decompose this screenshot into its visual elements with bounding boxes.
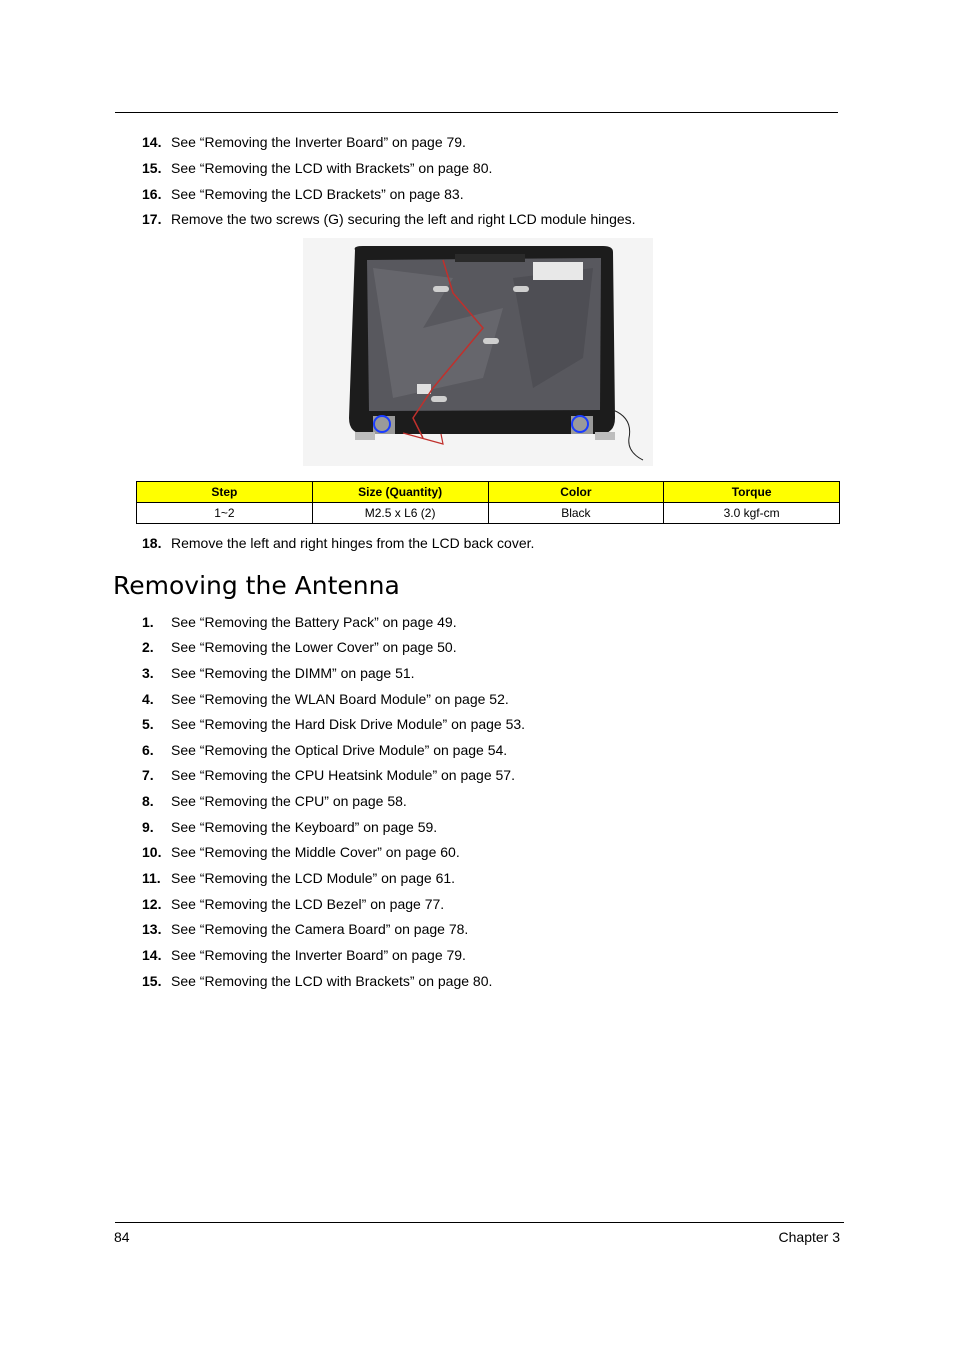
list-item <box>142 186 464 202</box>
step-text: Remove the left and right hinges from the LCD back cover. <box>171 535 535 551</box>
step-number: 13. <box>142 921 162 937</box>
step-number: 18. <box>142 535 162 551</box>
step-text: See “Removing the CPU” on page 58. <box>171 793 407 809</box>
step-number: 17. <box>142 211 162 227</box>
step-text: See “Removing the DIMM” on page 51. <box>171 665 415 681</box>
step-number: 1. <box>142 614 154 630</box>
step-text: See “Removing the Camera Board” on page 78. <box>171 921 469 937</box>
column-header: Step <box>137 482 313 503</box>
step-text: See “Removing the WLAN Board Module” on page 52. <box>171 691 509 707</box>
list-item <box>142 691 509 707</box>
section-heading: Removing the Antenna <box>113 571 400 600</box>
footer-rule <box>115 1222 844 1223</box>
column-header: Color <box>488 482 664 503</box>
list-item <box>142 665 415 681</box>
list-item <box>142 921 468 937</box>
chapter-label: Chapter 3 <box>778 1229 840 1245</box>
header-rule <box>115 112 838 113</box>
step-text: See “Removing the Hard Disk Drive Module” on page 53. <box>171 716 526 732</box>
step-text: See “Removing the LCD Bezel” on page 77. <box>171 896 445 912</box>
step-text: See “Removing the Battery Pack” on page 49. <box>171 614 457 630</box>
table-cell: 3.0 kgf-cm <box>664 503 840 524</box>
list-item <box>142 742 507 758</box>
list-item <box>142 767 515 783</box>
list-item <box>142 793 407 809</box>
screw-spec-table <box>136 481 840 524</box>
step-text: See “Removing the LCD Brackets” on page 83. <box>171 186 464 202</box>
step-text: See “Removing the Inverter Board” on page 79. <box>171 134 466 150</box>
table-cell: 1~2 <box>137 503 313 524</box>
step-text: Remove the two screws (G) securing the left and right LCD module hinges. <box>171 211 636 227</box>
step-number: 7. <box>142 767 154 783</box>
table-cell: M2.5 x L6 (2) <box>312 503 488 524</box>
table-row <box>137 503 840 524</box>
step-number: 14. <box>142 134 162 150</box>
step-number: 12. <box>142 896 162 912</box>
step-number: 16. <box>142 186 162 202</box>
step-text: See “Removing the Inverter Board” on page 79. <box>171 947 466 963</box>
step-number: 8. <box>142 793 154 809</box>
list-item <box>142 211 636 227</box>
list-item <box>142 947 466 963</box>
step-number: 15. <box>142 973 162 989</box>
list-item <box>142 870 455 886</box>
step-number: 14. <box>142 947 162 963</box>
table-header-row <box>137 482 840 503</box>
step-text: See “Removing the LCD with Brackets” on page 80. <box>171 160 493 176</box>
step-number: 10. <box>142 844 162 860</box>
step-text: See “Removing the Middle Cover” on page 60. <box>171 844 460 860</box>
list-item <box>142 716 525 732</box>
list-item <box>142 639 457 655</box>
step-number: 4. <box>142 691 154 707</box>
list-item <box>142 535 534 551</box>
step-text: See “Removing the Keyboard” on page 59. <box>171 819 438 835</box>
list-item <box>142 844 460 860</box>
step-number: 15. <box>142 160 162 176</box>
step-text: See “Removing the Lower Cover” on page 50. <box>171 639 457 655</box>
step-number: 11. <box>142 870 161 886</box>
list-item <box>142 819 437 835</box>
step-text: See “Removing the CPU Heatsink Module” on page 57. <box>171 767 515 783</box>
step-number: 5. <box>142 716 154 732</box>
step-text: See “Removing the LCD with Brackets” on page 80. <box>171 973 493 989</box>
step-number: 2. <box>142 639 154 655</box>
step-text: See “Removing the LCD Module” on page 61. <box>171 870 456 886</box>
column-header: Size (Quantity) <box>312 482 488 503</box>
lcd-back-cover-photo <box>303 238 653 466</box>
step-number: 3. <box>142 665 154 681</box>
table-cell: Black <box>488 503 664 524</box>
list-item <box>142 614 457 630</box>
list-item <box>142 160 492 176</box>
step-text: See “Removing the Optical Drive Module” on page 54. <box>171 742 508 758</box>
list-item <box>142 896 444 912</box>
page-number: 84 <box>114 1229 130 1245</box>
list-item <box>142 134 466 150</box>
column-header: Torque <box>664 482 840 503</box>
step-number: 9. <box>142 819 154 835</box>
step-number: 6. <box>142 742 154 758</box>
list-item <box>142 973 492 989</box>
